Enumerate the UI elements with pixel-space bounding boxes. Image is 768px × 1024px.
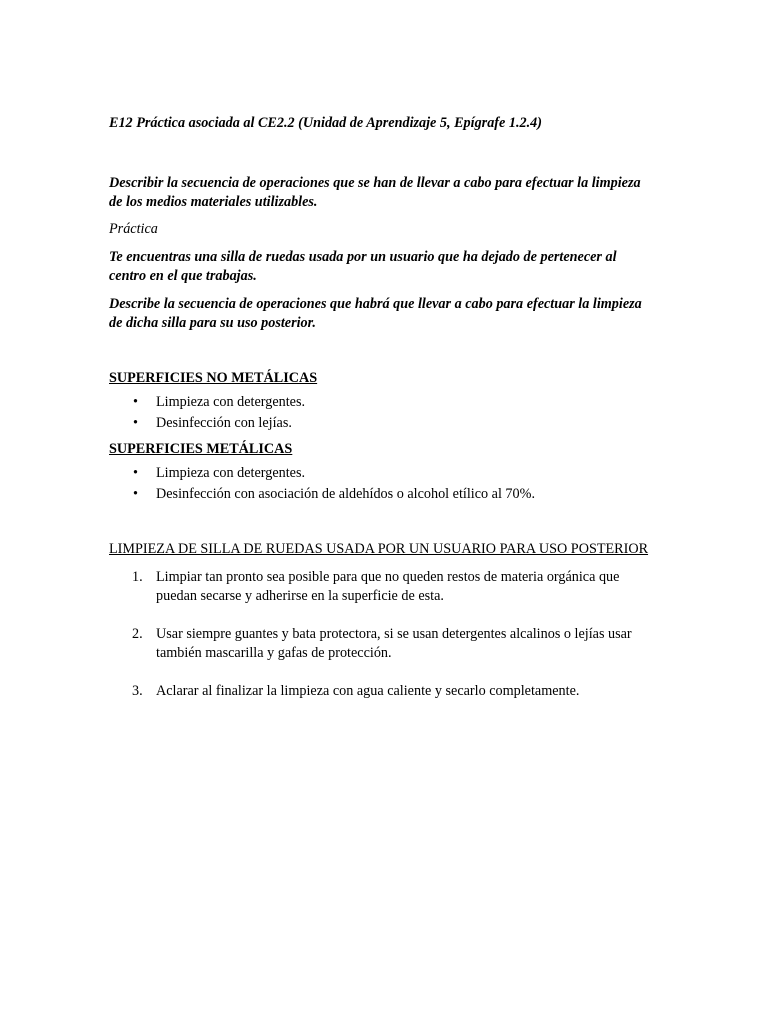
list-item bbox=[109, 625, 657, 663]
step-text: Limpiar tan pronto sea posible para que no queden restos de materia orgánica que puedan secarse y adherirse en la superficie de esta. bbox=[156, 569, 620, 604]
list-item-text: Limpieza con detergentes. bbox=[156, 394, 306, 410]
step-text: Usar siempre guantes y bata protectora, si se usan detergentes alcalinos o lejías usar también mascarilla y gafas de protección. bbox=[156, 626, 632, 661]
document-title: E12 Práctica asociada al CE2.2 (Unidad de Aprendizaje 5, Epígrafe 1.2.4) bbox=[109, 115, 542, 131]
list-item bbox=[109, 568, 657, 606]
bullet-icon: • bbox=[133, 486, 138, 502]
step-number: 3. bbox=[132, 683, 143, 699]
metallic-list bbox=[109, 463, 657, 505]
bullet-icon: • bbox=[133, 394, 138, 410]
non-metallic-list bbox=[109, 392, 657, 434]
list-item bbox=[109, 392, 657, 413]
list-item bbox=[109, 463, 657, 484]
list-item-text: Limpieza con detergentes. bbox=[156, 465, 306, 481]
instruction-text: Describir la secuencia de operaciones que se han de llevar a cabo para efectuar la limpieza de los medios materiales utilizables. bbox=[109, 175, 641, 210]
step-text: Aclarar al finalizar la limpieza con agua caliente y secarlo completamente. bbox=[156, 683, 580, 699]
step-number: 1. bbox=[132, 569, 143, 585]
list-item bbox=[109, 413, 657, 434]
list-item-text: Desinfección con asociación de aldehídos o alcohol etílico al 70%. bbox=[156, 486, 535, 502]
list-item bbox=[109, 484, 657, 505]
list-item-text: Desinfección con lejías. bbox=[156, 415, 292, 431]
bullet-icon: • bbox=[133, 415, 138, 431]
document-content bbox=[109, 114, 657, 720]
task-text: Describe la secuencia de operaciones que habrá que llevar a cabo para efectuar la limpieza de dicha silla para su uso posterior. bbox=[109, 296, 642, 331]
procedure-heading: LIMPIEZA DE SILLA DE RUEDAS USADA POR UN USUARIO PARA USO POSTERIOR bbox=[109, 541, 649, 557]
list-item bbox=[109, 682, 657, 701]
section-heading-metallic: SUPERFICIES METÁLICAS bbox=[109, 441, 293, 457]
scenario-text: Te encuentras una silla de ruedas usada por un usuario que ha dejado de pertenecer al centro en el que trabajas. bbox=[109, 249, 617, 284]
bullet-icon: • bbox=[133, 465, 138, 481]
step-number: 2. bbox=[132, 626, 143, 642]
practice-label: Práctica bbox=[109, 221, 158, 237]
procedure-steps bbox=[109, 568, 657, 701]
section-heading-non-metallic: SUPERFICIES NO METÁLICAS bbox=[109, 370, 318, 386]
